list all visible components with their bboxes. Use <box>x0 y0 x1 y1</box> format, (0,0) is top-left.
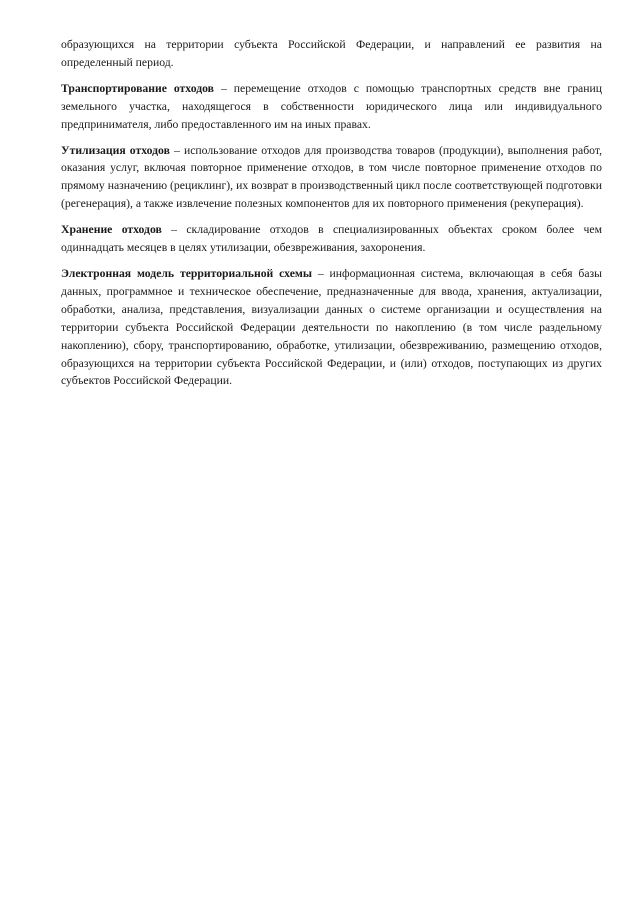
definition-text: – складирование отходов в специализированных объектах сроком более чем одиннадцать месяцев в целях утилизации, обезвреживания, захоронения. <box>61 223 602 255</box>
definition-text: – использование отходов для производства товаров (продукции), выполнения работ, оказания услуг, включая повторное применение отходов, в том числе повторное применение отходов по прямому назначению (рециклинг), их возврат в производственный цикл после соответствующей подготовки (регенерация), а также извлечение полезных компонентов для их повторного применения (рекуперация). <box>61 143 603 211</box>
definition-term: Транспортирование отходов <box>61 81 214 95</box>
definition-term: Электронная модель территориальной схемы <box>61 266 312 280</box>
paragraph-text: образующихся на территории субъекта Российской Федерации, и направлений ее развития на определенный период. <box>61 38 602 69</box>
definition-term: Утилизация отходов <box>61 143 170 157</box>
document-page <box>61 36 602 398</box>
definition-electronic-model <box>61 265 602 390</box>
definition-transportation <box>61 80 602 134</box>
paragraph-continuation <box>61 36 602 72</box>
definition-utilization <box>61 142 602 214</box>
definition-text: – информационная система, включающая в себя базы данных, программное и техническое обеспечение, предназначенные для ввода, хранения, актуализации, обработки, анализа, представления, визуализации данных о системе организации и осуществления на территории субъекта Российской Федерации деятельности по накоплению (в том числе раздельному накоплению), сбору, транспортированию, обработке, утилизации, обезвреживанию, размещению отходов, образующихся на территории субъекта Российской Федерации, и (или) отходов, поступающих из других субъектов Российской Федерации. <box>61 266 602 388</box>
definition-term: Хранение отходов <box>61 223 162 237</box>
definition-text: – перемещение отходов с помощью транспортных средств вне границ земельного участка, находящегося в собственности юридического лица или индивидуального предпринимателя, либо предоставленного им на иных правах. <box>61 81 602 131</box>
definition-storage <box>61 221 602 257</box>
